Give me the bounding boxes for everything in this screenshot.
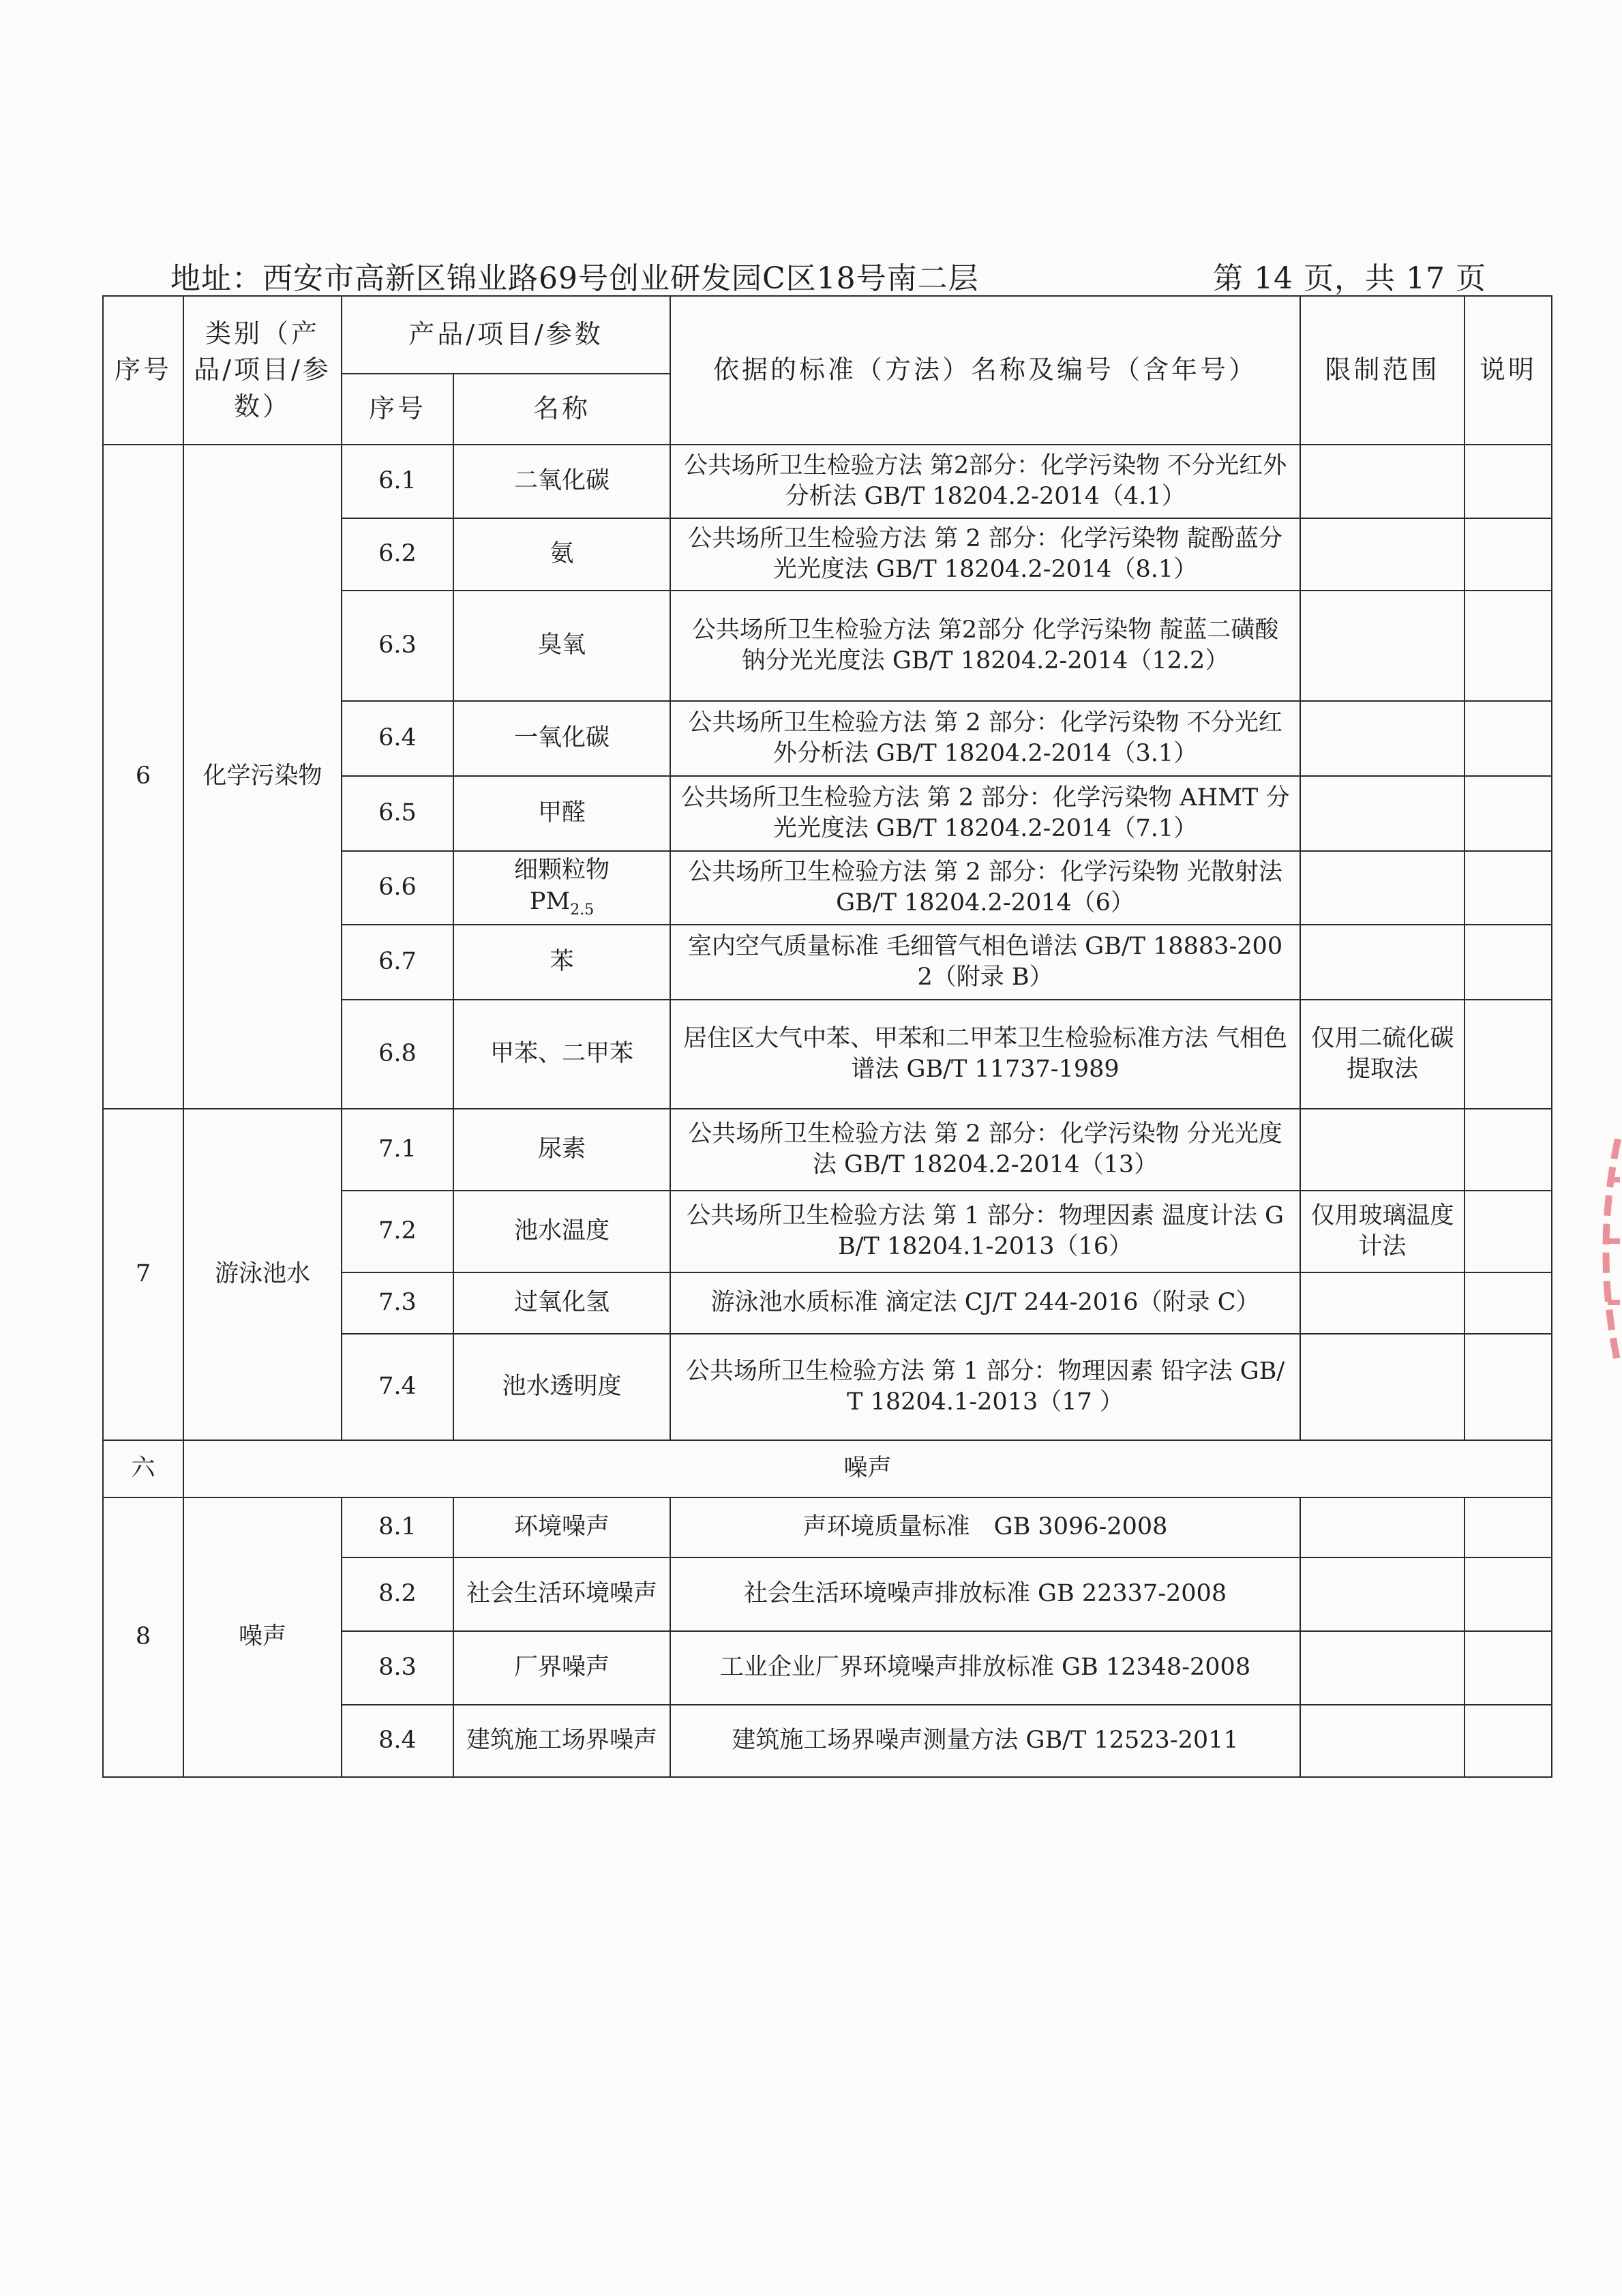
table-row <box>103 445 1552 518</box>
header-product-item-param: 产品/项目/参数 <box>342 296 670 374</box>
item-standard: 公共场所卫生检验方法 第2部分 化学污染物 靛蓝二磺酸钠分光光度法 GB/T 18204.2-2014（12.2） <box>670 591 1300 701</box>
item-no: 6.3 <box>342 591 453 701</box>
item-no: 6.5 <box>342 776 453 851</box>
item-limit <box>1300 591 1465 701</box>
header-standard: 依据的标准（方法）名称及编号（含年号） <box>670 296 1300 445</box>
item-no: 7.1 <box>342 1109 453 1191</box>
group-category: 化学污染物 <box>183 445 342 1109</box>
item-note <box>1465 1631 1552 1705</box>
item-no: 7.2 <box>342 1191 453 1272</box>
item-note <box>1465 1557 1552 1631</box>
red-stamp-fragment <box>1580 1139 1622 1364</box>
item-standard: 室内空气质量标准 毛细管气相色谱法 GB/T 18883-2002（附录 B） <box>670 925 1300 1000</box>
item-standard: 公共场所卫生检验方法 第 2 部分：化学污染物 光散射法 GB/T 18204.2-2014（6） <box>670 851 1300 925</box>
item-name: 苯 <box>453 925 670 1000</box>
item-limit <box>1300 1631 1465 1705</box>
item-note <box>1465 701 1552 776</box>
item-no: 8.2 <box>342 1557 453 1631</box>
item-no: 7.4 <box>342 1334 453 1440</box>
item-standard: 声环境质量标准 GB 3096-2008 <box>670 1497 1300 1557</box>
item-limit <box>1300 1334 1465 1440</box>
group-seq: 6 <box>103 445 183 1109</box>
item-limit <box>1300 518 1465 591</box>
item-limit <box>1300 1557 1465 1631</box>
item-limit <box>1300 1272 1465 1334</box>
item-no: 6.2 <box>342 518 453 591</box>
item-standard: 公共场所卫生检验方法 第 2 部分：化学污染物 AHMT 分光光度法 GB/T 18204.2-2014（7.1） <box>670 776 1300 851</box>
item-name: 氨 <box>453 518 670 591</box>
item-no: 8.1 <box>342 1497 453 1557</box>
pm-label: PM <box>529 887 571 915</box>
item-note <box>1465 518 1552 591</box>
item-standard: 公共场所卫生检验方法 第 1 部分：物理因素 温度计法 GB/T 18204.1-2013（16） <box>670 1191 1300 1272</box>
item-note <box>1465 591 1552 701</box>
item-standard: 居住区大气中苯、甲苯和二甲苯卫生检验标准方法 气相色谱法 GB/T 11737-1989 <box>670 1000 1300 1109</box>
item-note <box>1465 776 1552 851</box>
item-name: 一氧化碳 <box>453 701 670 776</box>
item-standard: 公共场所卫生检验方法 第2部分：化学污染物 不分光红外分析法 GB/T 18204.2-2014（4.1） <box>670 445 1300 518</box>
item-no: 6.4 <box>342 701 453 776</box>
item-limit <box>1300 445 1465 518</box>
item-limit: 仅用玻璃温度计法 <box>1300 1191 1465 1272</box>
item-note <box>1465 1000 1552 1109</box>
item-limit <box>1300 1109 1465 1191</box>
item-name: 池水温度 <box>453 1191 670 1272</box>
table-header-row <box>103 296 1552 374</box>
item-standard: 游泳池水质标准 滴定法 CJ/T 244-2016（附录 C） <box>670 1272 1300 1334</box>
header-category: 类别（产品/项目/参数） <box>183 296 342 445</box>
address-text: 地址：西安市高新区锦业路69号创业研发园C区18号南二层 <box>170 261 979 296</box>
item-name: 池水透明度 <box>453 1334 670 1440</box>
item-limit <box>1300 1705 1465 1777</box>
standards-table <box>102 295 1552 1778</box>
item-no: 7.3 <box>342 1272 453 1334</box>
item-standard: 公共场所卫生检验方法 第 2 部分：化学污染物 靛酚蓝分光光度法 GB/T 18204.2-2014（8.1） <box>670 518 1300 591</box>
item-no: 6.6 <box>342 851 453 925</box>
table-row <box>103 1109 1552 1191</box>
item-standard: 公共场所卫生检验方法 第 2 部分：化学污染物 不分光红外分析法 GB/T 18204.2-2014（3.1） <box>670 701 1300 776</box>
item-limit <box>1300 851 1465 925</box>
group-category: 噪声 <box>183 1497 342 1777</box>
item-name: 过氧化氢 <box>453 1272 670 1334</box>
item-no: 6.8 <box>342 1000 453 1109</box>
item-name: 甲苯、二甲苯 <box>453 1000 670 1109</box>
item-name: 臭氧 <box>453 591 670 701</box>
item-note <box>1465 445 1552 518</box>
item-standard: 公共场所卫生检验方法 第 2 部分：化学污染物 分光光度法 GB/T 18204.2-2014（13） <box>670 1109 1300 1191</box>
group-seq: 8 <box>103 1497 183 1777</box>
item-standard: 公共场所卫生检验方法 第 1 部分：物理因素 铅字法 GB/T 18204.1-2013（17 ） <box>670 1334 1300 1440</box>
page-number: 第 14 页，共 17 页 <box>1213 261 1486 296</box>
item-name: 社会生活环境噪声 <box>453 1557 670 1631</box>
item-note <box>1465 1272 1552 1334</box>
item-limit <box>1300 776 1465 851</box>
stamp-arc <box>1606 1139 1619 1364</box>
item-no: 8.3 <box>342 1631 453 1705</box>
table-row <box>103 1497 1552 1557</box>
section-title: 噪声 <box>183 1440 1552 1497</box>
item-name: 环境噪声 <box>453 1497 670 1557</box>
header-name: 名称 <box>453 374 670 445</box>
item-name: 甲醛 <box>453 776 670 851</box>
header-seq: 序号 <box>103 296 183 445</box>
item-standard: 社会生活环境噪声排放标准 GB 22337-2008 <box>670 1557 1300 1631</box>
section-seq: 六 <box>103 1440 183 1497</box>
item-name: 建筑施工场界噪声 <box>453 1705 670 1777</box>
item-name: 尿素 <box>453 1109 670 1191</box>
group-seq: 7 <box>103 1109 183 1440</box>
item-standard: 工业企业厂界环境噪声排放标准 GB 12348-2008 <box>670 1631 1300 1705</box>
section-row <box>103 1440 1552 1497</box>
item-note <box>1465 851 1552 925</box>
item-limit <box>1300 925 1465 1000</box>
item-note <box>1465 1334 1552 1440</box>
header-limit: 限制范围 <box>1300 296 1465 445</box>
item-name-text: 细颗粒物 <box>514 856 610 884</box>
item-note <box>1465 925 1552 1000</box>
item-note <box>1465 1497 1552 1557</box>
group-category: 游泳池水 <box>183 1109 342 1440</box>
item-note <box>1465 1109 1552 1191</box>
item-no: 6.7 <box>342 925 453 1000</box>
pm-subscript: 2.5 <box>570 901 595 919</box>
item-limit <box>1300 701 1465 776</box>
item-name: 二氧化碳 <box>453 445 670 518</box>
header-note: 说明 <box>1465 296 1552 445</box>
item-limit <box>1300 1497 1465 1557</box>
item-no: 6.1 <box>342 445 453 518</box>
item-name: 厂界噪声 <box>453 1631 670 1705</box>
item-name <box>453 851 670 925</box>
item-note <box>1465 1191 1552 1272</box>
item-standard: 建筑施工场界噪声测量方法 GB/T 12523-2011 <box>670 1705 1300 1777</box>
item-no: 8.4 <box>342 1705 453 1777</box>
header-sub-seq: 序号 <box>342 374 453 445</box>
page-header <box>170 254 1486 297</box>
item-note <box>1465 1705 1552 1777</box>
item-limit: 仅用二硫化碳提取法 <box>1300 1000 1465 1109</box>
